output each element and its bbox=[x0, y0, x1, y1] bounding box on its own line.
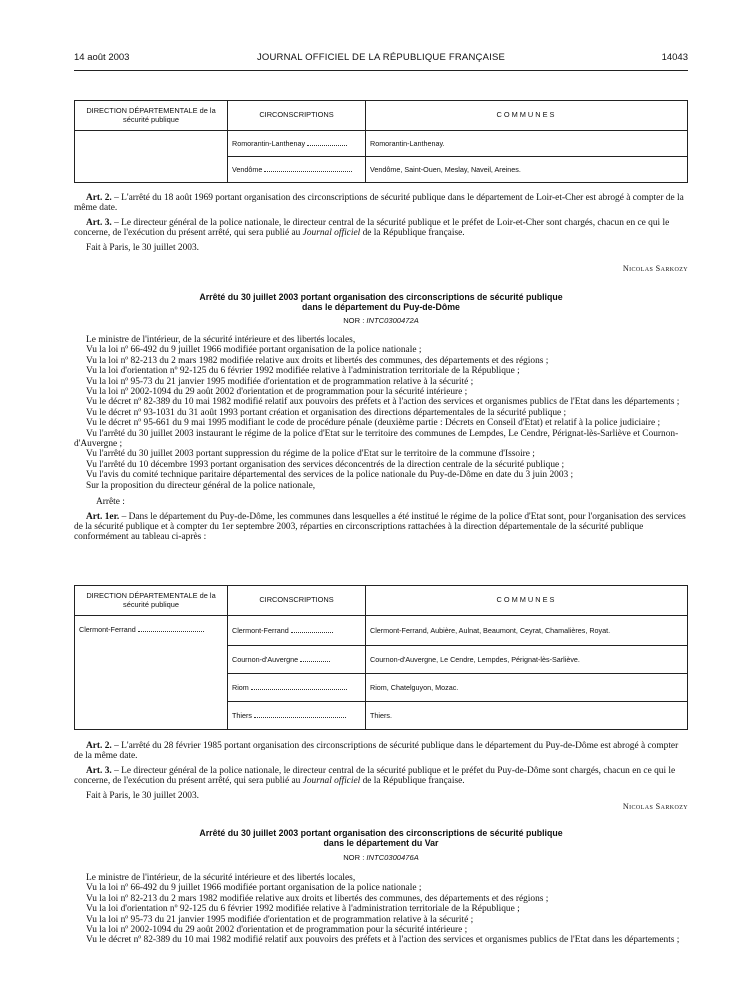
visas-var bbox=[74, 873, 688, 946]
article-1: Art. 1er. – Dans le département du Puy-de-Dôme, les communes dans lesquelles a été institué le régime de la police d'Etat sont, pour l'organisation des services de la sécurité publique et à compter du 1er septembre 2003, réparties en circonscriptions rattachées à la direction départementale de la sécurité publique conformément au tableau ci-après : bbox=[74, 511, 686, 543]
visa-line: Vu la loi nº 95-73 du 21 janvier 1995 modifiée d'orientation et de programmation relative à la sécurité ; bbox=[86, 914, 474, 925]
visa-line: Vu l'avis du comité technique paritaire départemental des services de la police nationale du Puy-de-Dôme en date du 3 juin 2003 ; bbox=[86, 470, 574, 481]
puy-de-dome-articles bbox=[74, 741, 688, 801]
table-cell-communes: Cournon-d'Auvergne, Le Cendre, Lempdes, Pérignat-lès-Sarliève. bbox=[366, 646, 688, 674]
visa-line: Vu la loi nº 2002-1094 du 29 août 2002 d'orientation et de programmation pour la sécurité intérieure ; bbox=[86, 925, 468, 936]
visa-line: Vu l'arrêté du 10 décembre 1993 portant organisation des services déconcentrés de la direction centrale de la sécurité publique ; bbox=[86, 459, 565, 470]
page-header bbox=[74, 52, 688, 66]
table-cell-circonscription: Cournon-d'Auvergne bbox=[228, 646, 366, 674]
table-header-circonscriptions: CIRCONSCRIPTIONS bbox=[228, 101, 366, 131]
visa-line: Vu la loi nº 82-213 du 2 mars 1982 modifiée relative aux droits et libertés des communes, des départements et des régions ; bbox=[86, 893, 549, 904]
visa-line: Vu la loi nº 66-492 du 9 juillet 1966 modifiée portant organisation de la police nationale ; bbox=[86, 345, 422, 356]
visa-line: Vu le décret nº 93-1031 du 31 août 1993 portant création et organisation des directions départementales de la sécurité publique ; bbox=[86, 407, 567, 418]
visa-line: Le ministre de l'intérieur, de la sécurité intérieure et des libertés locales, bbox=[86, 335, 356, 345]
header-page-number: 14043 bbox=[661, 52, 688, 63]
visa-line: Vu le décret nº 82-389 du 10 mai 1982 modifié relatif aux pouvoirs des préfets et à l'action des services et organismes publics de l'Etat dans les départements ; bbox=[86, 935, 680, 946]
loir-et-cher-articles bbox=[74, 193, 688, 253]
header-rule bbox=[74, 70, 688, 71]
visas-puy-de-dome bbox=[74, 335, 688, 543]
article-3: Art. 3. – Le directeur général de la police nationale, le directeur central de la sécurité publique et le préfet du Puy-de-Dôme sont chargés, chacun en ce qui le concerne, de l'exécution du présent arrêté, qui sera publié au Journal officiel de la République française. bbox=[74, 765, 676, 787]
table-row bbox=[75, 131, 688, 157]
header-journal-title: JOURNAL OFFICIEL DE LA RÉPUBLIQUE FRANÇAISE bbox=[256, 52, 506, 63]
visa-line: Vu la loi d'orientation nº 92-125 du 6 février 1992 modifiée relative à l'administration territoriale de la République ; bbox=[86, 366, 520, 377]
table-header-direction: DIRECTION DÉPARTEMENTALE de la sécurité publique bbox=[75, 586, 228, 616]
table-cell-communes: Vendôme, Saint-Ouen, Meslay, Naveil, Areines. bbox=[366, 157, 688, 183]
visa-line: Vu la loi nº 82-213 du 2 mars 1982 modifiée relative aux droits et libertés des communes, des départements et des régions ; bbox=[86, 355, 549, 366]
visa-line: Vu l'arrêté du 30 juillet 2003 instaurant le régime de la police d'Etat sur le territoire des communes de Lempdes, Le Cendre, Pérignat-lès-Sarliève et Cournon-d'Auvergne ; bbox=[74, 428, 679, 450]
table-cell-circonscription: Romorantin-Lanthenay bbox=[228, 131, 366, 157]
nor-reference: NOR : INTC0300472A bbox=[343, 316, 419, 325]
fait-a-paris: Fait à Paris, le 30 juillet 2003. bbox=[86, 242, 200, 253]
nor-reference: NOR : INTC0300476A bbox=[343, 853, 419, 862]
fait-a-paris: Fait à Paris, le 30 juillet 2003. bbox=[86, 790, 200, 801]
table-row bbox=[75, 616, 688, 646]
table-cell-communes: Romorantin-Lanthenay. bbox=[366, 131, 688, 157]
table-cell-circonscription: Thiers bbox=[228, 702, 366, 730]
table-cell-communes: Clermont-Ferrand, Aubière, Aulnat, Beaumont, Ceyrat, Chamalières, Royat. bbox=[366, 616, 688, 646]
table-header-communes: COMMUNES bbox=[366, 101, 688, 131]
decree-title-var: Arrêté du 30 juillet 2003 portant organisation des circonscriptions de sécurité publique dans le département du Var bbox=[199, 828, 563, 848]
article-3: Art. 3. – Le directeur général de la police nationale, le directeur central de la sécurité publique et le préfet de Loir-et-Cher sont chargés, chacun en ce qui le concerne, de l'exécution du présent arrêté, qui sera publié au Journal officiel de la République française. bbox=[74, 217, 670, 239]
visa-line: Vu l'arrêté du 30 juillet 2003 portant suppression du régime de la police d'Etat sur le territoire de la commune d'Issoire ; bbox=[86, 449, 535, 460]
table-puy-de-dome bbox=[74, 585, 688, 730]
table-cell-circonscription: Clermont-Ferrand bbox=[228, 616, 366, 646]
table-header-circonscriptions: CIRCONSCRIPTIONS bbox=[228, 586, 366, 616]
visa-line: Vu la loi nº 95-73 du 21 janvier 1995 modifiée d'orientation et de programmation relative à la sécurité ; bbox=[86, 376, 474, 387]
visa-line: Vu la loi nº 2002-1094 du 29 août 2002 d'orientation et de programmation pour la sécurité intérieure ; bbox=[86, 387, 468, 398]
signature: Nicolas Sarkozy bbox=[622, 264, 688, 273]
table-cell-communes: Thiers. bbox=[366, 702, 688, 730]
table-header-communes: COMMUNES bbox=[366, 586, 688, 616]
visa-line: Vu la loi nº 66-492 du 9 juillet 1966 modifiée portant organisation de la police nationale ; bbox=[86, 883, 422, 894]
article-2: Art. 2. – L'arrêté du 18 août 1969 portant organisation des circonscriptions de sécurité publique dans le département de Loir-et-Cher est abrogé à compter de la même date. bbox=[74, 193, 684, 214]
table-cell-communes: Riom, Chatelguyon, Mozac. bbox=[366, 674, 688, 702]
article-2: Art. 2. – L'arrêté du 28 février 1985 portant organisation des circonscriptions de sécurité publique dans le département du Puy-de-Dôme est abrogé à compter de la même date. bbox=[74, 741, 679, 762]
table-header-direction: DIRECTION DÉPARTEMENTALE de la sécurité publique bbox=[75, 101, 228, 131]
visa-line: Vu la loi d'orientation nº 92-125 du 6 février 1992 modifiée relative à l'administration territoriale de la République ; bbox=[86, 904, 520, 915]
signature: Nicolas Sarkozy bbox=[622, 802, 688, 811]
table-cell-circonscription: Riom bbox=[228, 674, 366, 702]
visa-line: Vu le décret nº 82-389 du 10 mai 1982 modifié relatif aux pouvoirs des préfets et à l'action des services et organismes publics de l'Etat dans les départements ; bbox=[86, 397, 680, 408]
visa-line: Sur la proposition du directeur général de la police nationale, bbox=[86, 480, 316, 491]
table-loir-et-cher bbox=[74, 100, 688, 183]
arrete-heading: Arrête : bbox=[96, 497, 125, 508]
table-cell-direction bbox=[75, 131, 228, 183]
table-cell-direction: Clermont-Ferrand bbox=[75, 616, 228, 730]
header-date: 14 août 2003 bbox=[74, 52, 130, 63]
table-cell-circonscription: Vendôme bbox=[228, 157, 366, 183]
decree-title-puy-de-dome: Arrêté du 30 juillet 2003 portant organisation des circonscriptions de sécurité publique dans le département du Puy-de-Dôme bbox=[199, 292, 563, 312]
visa-line: Vu le décret nº 95-661 du 9 mai 1995 modifiant le code de procédure pénale (deuxième partie : Décrets en Conseil d'Etat) et relatif à la police judiciaire ; bbox=[86, 418, 661, 429]
visa-line: Le ministre de l'intérieur, de la sécurité intérieure et des libertés locales, bbox=[86, 873, 356, 883]
